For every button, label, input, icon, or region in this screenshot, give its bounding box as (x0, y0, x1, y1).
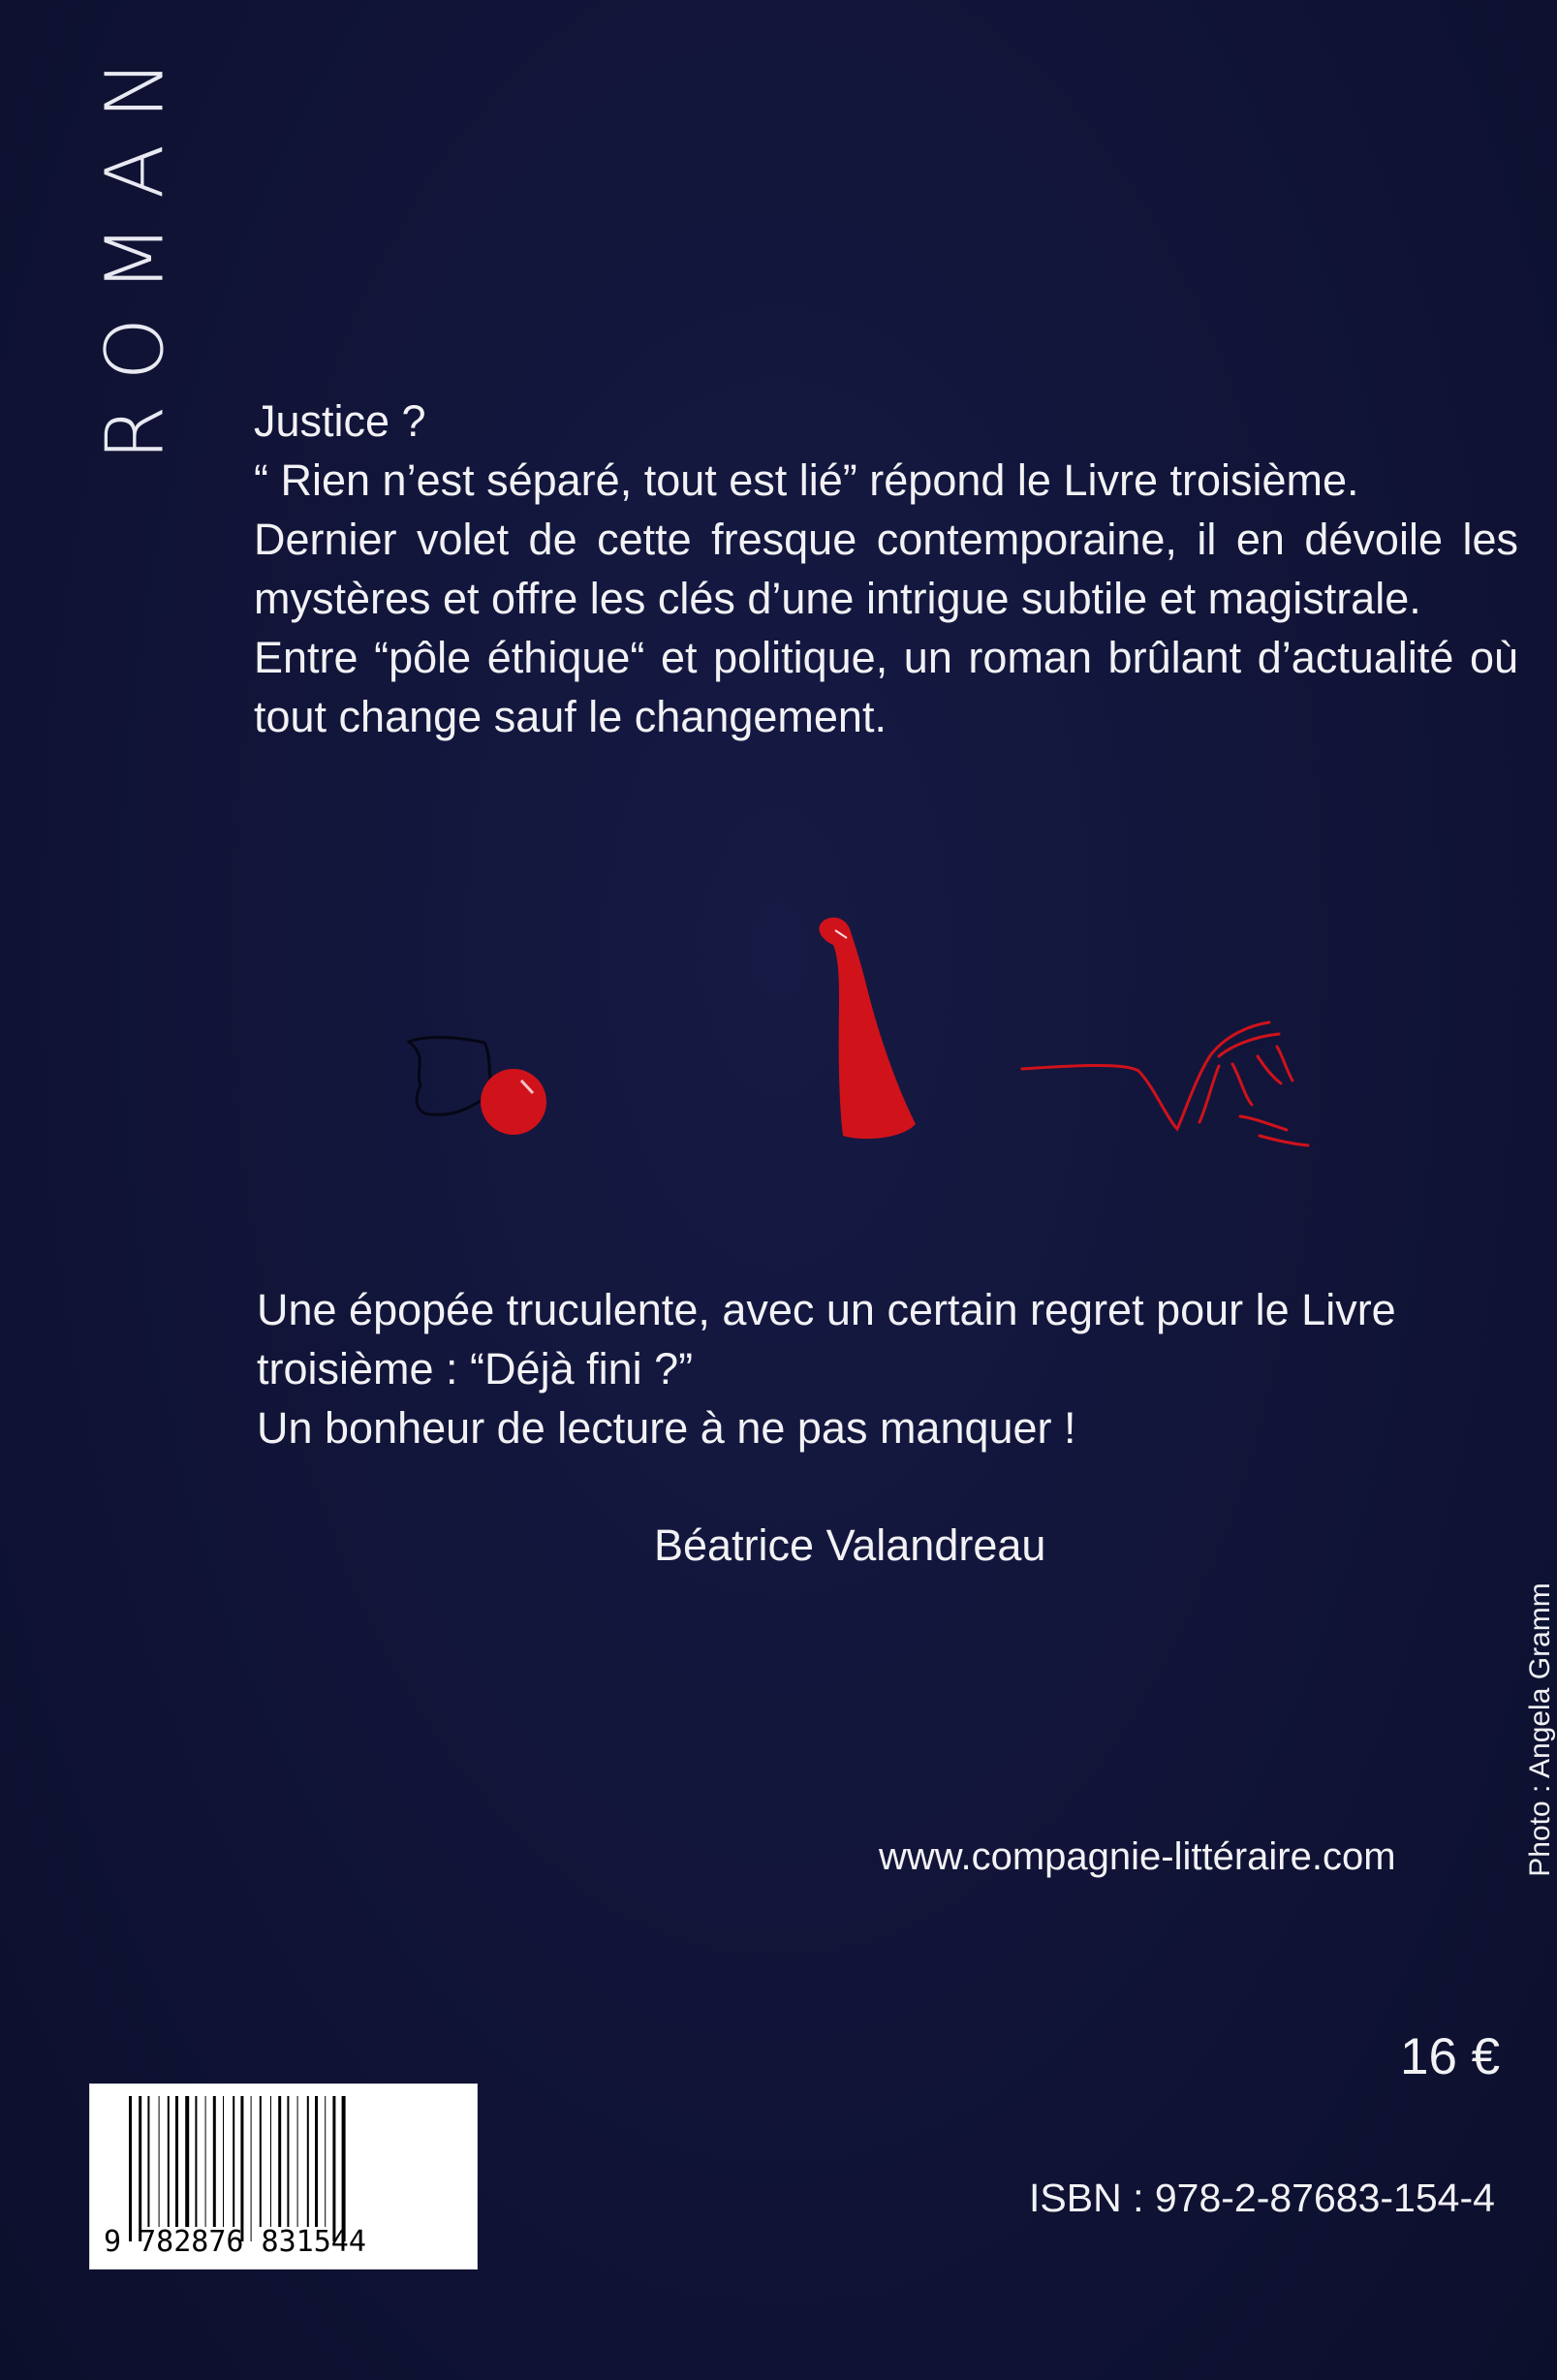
barcode-bar (233, 2096, 234, 2227)
blurb-quote-line: “ Rien n’est séparé, tout est lié” répond le Livre troisième. (254, 455, 1359, 505)
barcode-bar (195, 2096, 197, 2227)
photo-credit-vertical (1507, 1550, 1557, 1909)
barcode-bar (260, 2096, 262, 2227)
genre-label-vertical (89, 34, 182, 460)
blurb-text-block (254, 391, 1518, 746)
red-cone-figure-icon (819, 918, 916, 1139)
red-hand-sketch-icon (1022, 1022, 1308, 1145)
barcode-digits: 9 782876 831544 (104, 2225, 366, 2259)
barcode-bar (315, 2096, 318, 2227)
barcode-bar (223, 2096, 224, 2227)
review-line: Un bonheur de lecture à ne pas manquer ! (257, 1403, 1076, 1453)
barcode-bar (307, 2096, 309, 2227)
red-ball-figure-icon (409, 1038, 546, 1135)
barcode-bar (342, 2096, 346, 2241)
barcode-bar (129, 2096, 132, 2241)
barcode-bar (139, 2096, 141, 2241)
blurb-line: Justice ? (254, 396, 426, 446)
barcode-bar (213, 2096, 216, 2227)
barcode-graphic (90, 2084, 477, 2269)
blurb-paragraph: Entre “pôle éthique“ et politique, un roman brûlant d’actualité où tout change sauf le changement. (254, 633, 1518, 741)
publisher-website: www.compagnie-littéraire.com (879, 1835, 1396, 1878)
barcode-bar (175, 2096, 178, 2227)
blurb-paragraph: Dernier volet de cette fresque contemporaine, il en dévoile les mystères et offre les clés d’une intrigue subtile et magistrale. (254, 515, 1518, 623)
review-paragraph: Une épopée truculente, avec un certain regret pour le Livre troisième : “Déjà fini ?” (257, 1285, 1396, 1394)
barcode-bar (205, 2096, 206, 2227)
barcode-bar (287, 2096, 289, 2227)
photo-credit-text: Photo : Angela Gramm (1524, 1582, 1556, 1877)
barcode-bar (240, 2096, 243, 2241)
barcode-bar (332, 2096, 335, 2241)
isbn-number: ISBN : 978-2-87683-154-4 (1029, 2176, 1495, 2220)
cover-illustration (388, 911, 1356, 1173)
barcode-bar (147, 2096, 149, 2227)
barcode-bar (159, 2096, 160, 2227)
barcode-bar (185, 2096, 189, 2227)
genre-label-text: ROMAN (89, 34, 182, 460)
barcode-bar (325, 2096, 326, 2227)
isbn-barcode (89, 2083, 478, 2270)
barcode-bar (251, 2096, 252, 2241)
review-text-block (257, 1280, 1511, 1457)
barcode-bar (278, 2096, 281, 2227)
barcode-bar (168, 2096, 170, 2227)
price-label: 16 € (1400, 2028, 1501, 2085)
barcode-bar (270, 2096, 271, 2227)
review-author: Béatrice Valandreau (654, 1520, 1046, 1570)
barcode-bar (297, 2096, 298, 2227)
